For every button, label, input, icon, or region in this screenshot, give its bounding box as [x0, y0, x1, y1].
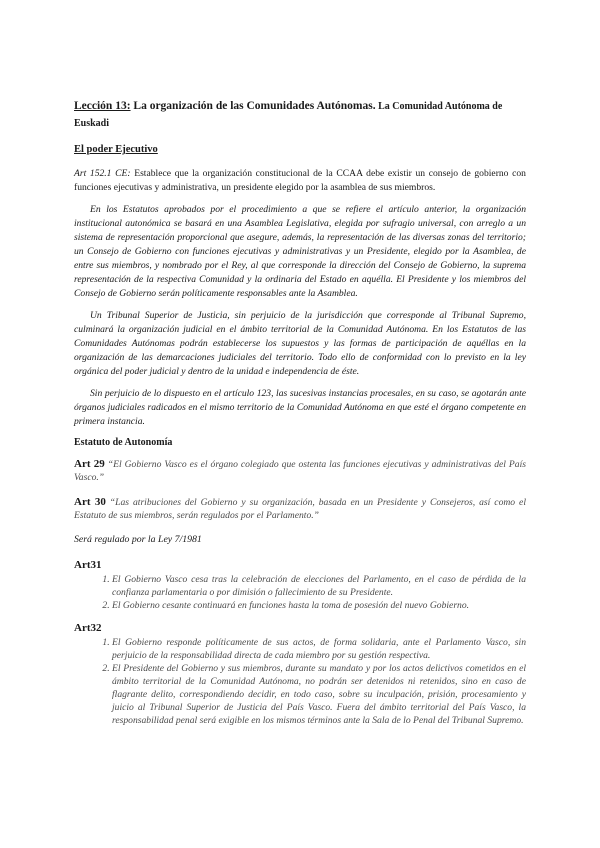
lesson-number: Lección 13:: [74, 100, 131, 112]
lesson-title: La organización de las Comunidades Autónomas.: [130, 100, 376, 112]
article-32-list: [74, 636, 526, 727]
article-30-label: Art 30: [74, 496, 106, 508]
quoted-paragraph-2: Un Tribunal Superior de Justicia, sin perjuicio de la jurisdicción que corresponde al Tribunal Supremo, culminará la organización judicial en el ámbito territorial de la Comunidad Autónoma. En los Estatutos de las Comunidades Autónomas podrán establecerse los supuestos y las formas de participación de aquéllas en la organización de las demarcaciones judiciales del territorio. Todo ello de conformidad con lo previsto en la ley orgánica del poder judicial y dentro de la unidad e independencia de éste.: [74, 310, 526, 377]
quoted-paragraph-1: En los Estatutos aprobados por el procedimiento a que se refiere el artículo anterior, la organización institucional autonómica se basará en una Asamblea Legislativa, elegida por sufragio universal, con arreglo a un sistema de representación proporcional que asegure, además, la representación de las diversas zonas del territorio; un Consejo de Gobierno con funciones ejecutivas y administrativas y un Presidente, elegido por la Asamblea, de entre sus miembros, y nombrado por el Rey, al que corresponde la dirección del Consejo de Gobierno, la suprema representación de la respectiva Comunidad y la ordinaria del Estado en aquélla. El Presidente y los miembros del Consejo de Gobierno serán políticamente responsables ante la Asamblea.: [74, 204, 526, 299]
article-29-paragraph: [74, 458, 526, 484]
article-30-text: “Las atribuciones del Gobierno y su organización, basada en un Presidente y Consejeros, así como el Estatuto de sus miembros, serán regulados por el Parlamento.”: [74, 497, 526, 521]
list-item: 2. El Presidente del Gobierno y sus miembros, durante su mandato y por los actos delictivos cometidos en el ámbito territorial de la Comunidad Autónoma, no podrán ser detenidos ni retenidos, sino en caso de flagrante delito, correspondiendo decidir, en todo caso, sobre su inculpación, prisión, procesamiento y juicio al Tribunal Superior de Justicia del País Vasco. Fuera del ámbito territorial del País Vasco, la responsabilidad penal será exigible en los mismos términos ante la Sala de lo Penal del Tribunal Supremo.: [112, 662, 526, 727]
lesson-heading: [74, 98, 526, 132]
article-32-heading: Art32: [74, 622, 102, 634]
article-29-text: “El Gobierno Vasco es el órgano colegiado que ostenta las funciones ejecutivas y administrativas del País Vasco.”: [74, 459, 526, 483]
article-152-paragraph: [74, 167, 526, 195]
article-31-list: [74, 573, 526, 612]
section-heading-estatuto: Estatuto de Autonomía: [74, 437, 173, 448]
law-note: Será regulado por la Ley 7/1981: [74, 534, 202, 545]
quoted-paragraph-3: Sin perjuicio de lo dispuesto en el artículo 123, las sucesivas instancias procesales, en su caso, se agotarán ante órganos judiciales radicados en el mismo territorio de la Comunidad Autónoma en que esté el órgano competente en primera instancia.: [74, 388, 526, 427]
list-item: 1. El Gobierno responde políticamente de sus actos, de forma solidaria, ante el Parlamento Vasco, sin perjuicio de la responsabilidad directa de cada miembro por su gestión respectiva.: [112, 636, 526, 662]
lesson-subtitle: La Comunidad Autónoma de Euskadi: [74, 101, 503, 129]
list-item: 2. El Gobierno cesante continuará en funciones hasta la toma de posesión del nuevo Gobierno.: [112, 599, 526, 612]
article-31-heading: Art31: [74, 559, 102, 571]
section-heading-poder-ejecutivo: El poder Ejecutivo: [74, 144, 158, 155]
article-30-paragraph: [74, 496, 526, 522]
article-152-ref: Art 152.1 CE:: [74, 168, 131, 179]
article-152-text: Establece que la organización constitucional de la CCAA debe existir un consejo de gobierno con funciones ejecutivas y administrativa, un presidente elegido por la asamblea de sus miembros.: [74, 168, 526, 193]
list-item: 1. El Gobierno Vasco cesa tras la celebración de elecciones del Parlamento, en el caso de pérdida de la confianza parlamentaria o por dimisión o fallecimiento de su Presidente.: [112, 573, 526, 599]
article-29-label: Art 29: [74, 458, 105, 470]
